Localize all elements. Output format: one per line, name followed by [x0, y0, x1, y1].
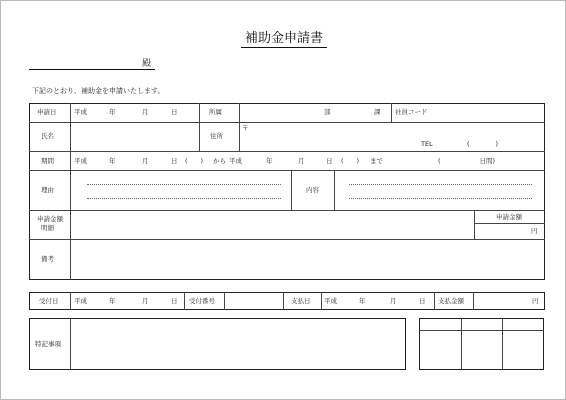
stamp-column-divider: [502, 318, 503, 370]
period-end-month: 月: [298, 157, 305, 165]
receipt-number-label: 受付番号: [189, 297, 215, 305]
column-divider: [473, 292, 474, 310]
form-title-text: 補助金申請書: [241, 31, 327, 48]
amount-detail-label-line1: 申請金額: [37, 215, 63, 223]
payment-month: 月: [390, 297, 397, 305]
postal-mark: 〒: [242, 124, 249, 132]
content-dotted-line[interactable]: [349, 198, 532, 199]
reason-label: 理由: [41, 186, 54, 194]
column-divider: [239, 103, 240, 151]
period-start-month: 月: [142, 157, 149, 165]
column-divider: [199, 103, 200, 151]
addressee-line[interactable]: [29, 69, 155, 70]
department-label: 部: [324, 108, 331, 116]
special-notes-label: 特記事項: [35, 340, 61, 348]
tel-label: TEL: [421, 140, 433, 148]
application-date-label: 申請日: [37, 108, 57, 116]
stamp-header-divider: [419, 330, 544, 331]
section-label: 課: [374, 108, 381, 116]
approval-stamp-grid: [419, 318, 544, 370]
label-column-divider: [70, 103, 71, 280]
era-label: 平成: [74, 108, 87, 116]
period-end-weekday: ( ): [341, 157, 360, 165]
days-count-paren: ( 日間): [438, 157, 496, 165]
row-divider: [29, 210, 545, 211]
row-divider: [29, 122, 545, 123]
reason-dotted-line[interactable]: [87, 184, 281, 185]
payment-date-label: 支払日: [291, 297, 311, 305]
receipt-era: 平成: [74, 297, 87, 305]
until-label: まで: [370, 157, 383, 165]
row-divider: [29, 151, 545, 152]
receipt-date-label: 受付日: [39, 297, 59, 305]
receipt-month: 月: [142, 297, 149, 305]
column-divider: [334, 170, 335, 210]
day-label: 日: [171, 108, 178, 116]
intro-text: 下記のとおり、補助金を申請いたします。: [32, 87, 165, 95]
period-label: 期間: [41, 157, 54, 165]
column-divider: [391, 103, 392, 122]
employee-code-label: 社員コード: [395, 108, 428, 116]
content-label: 内容: [306, 186, 319, 194]
receipt-day: 日: [171, 297, 178, 305]
affiliation-label: 所属: [209, 108, 222, 116]
column-divider: [184, 292, 185, 310]
payment-amount-yen: 円: [532, 297, 539, 305]
from-label: から: [213, 157, 226, 165]
column-divider: [224, 292, 225, 310]
main-table: [29, 103, 545, 280]
row-divider: [29, 170, 545, 171]
receipt-year: 年: [109, 297, 116, 305]
period-start-day: 日: [171, 157, 178, 165]
payment-year: 年: [359, 297, 366, 305]
name-label: 氏名: [41, 132, 54, 140]
tel-paren: ( ): [467, 140, 499, 148]
period-end-day: 日: [326, 157, 333, 165]
address-label: 住所: [210, 132, 223, 140]
column-divider: [474, 210, 475, 239]
payment-era: 平成: [324, 297, 337, 305]
column-divider: [283, 292, 284, 310]
content-dotted-line[interactable]: [349, 184, 532, 185]
period-end-year: 年: [266, 157, 273, 165]
receipt-table: [29, 292, 545, 310]
amount-detail-label-line2: 明細: [41, 224, 54, 232]
column-divider: [434, 292, 435, 310]
column-divider: [321, 292, 322, 310]
row-divider: [474, 223, 545, 224]
requested-amount-yen: 円: [531, 227, 538, 235]
period-start-era: 平成: [74, 157, 87, 165]
requested-amount-label: 申請金額: [496, 213, 522, 221]
column-divider: [291, 170, 292, 210]
reason-dotted-line[interactable]: [87, 198, 281, 199]
column-divider: [70, 292, 71, 310]
period-start-year: 年: [109, 157, 116, 165]
year-label: 年: [109, 108, 116, 116]
form-title: [1, 32, 566, 45]
row-divider: [29, 239, 545, 240]
special-notes-box: [29, 318, 406, 370]
column-divider: [70, 318, 71, 370]
period-start-weekday: ( ): [185, 157, 204, 165]
addressee-suffix: 殿: [142, 59, 152, 69]
period-end-era: 平成: [229, 157, 242, 165]
payment-day: 日: [419, 297, 426, 305]
remarks-label: 備考: [41, 255, 54, 263]
payment-amount-label: 支払金額: [438, 297, 464, 305]
stamp-column-divider: [461, 318, 462, 370]
month-label: 月: [142, 108, 149, 116]
